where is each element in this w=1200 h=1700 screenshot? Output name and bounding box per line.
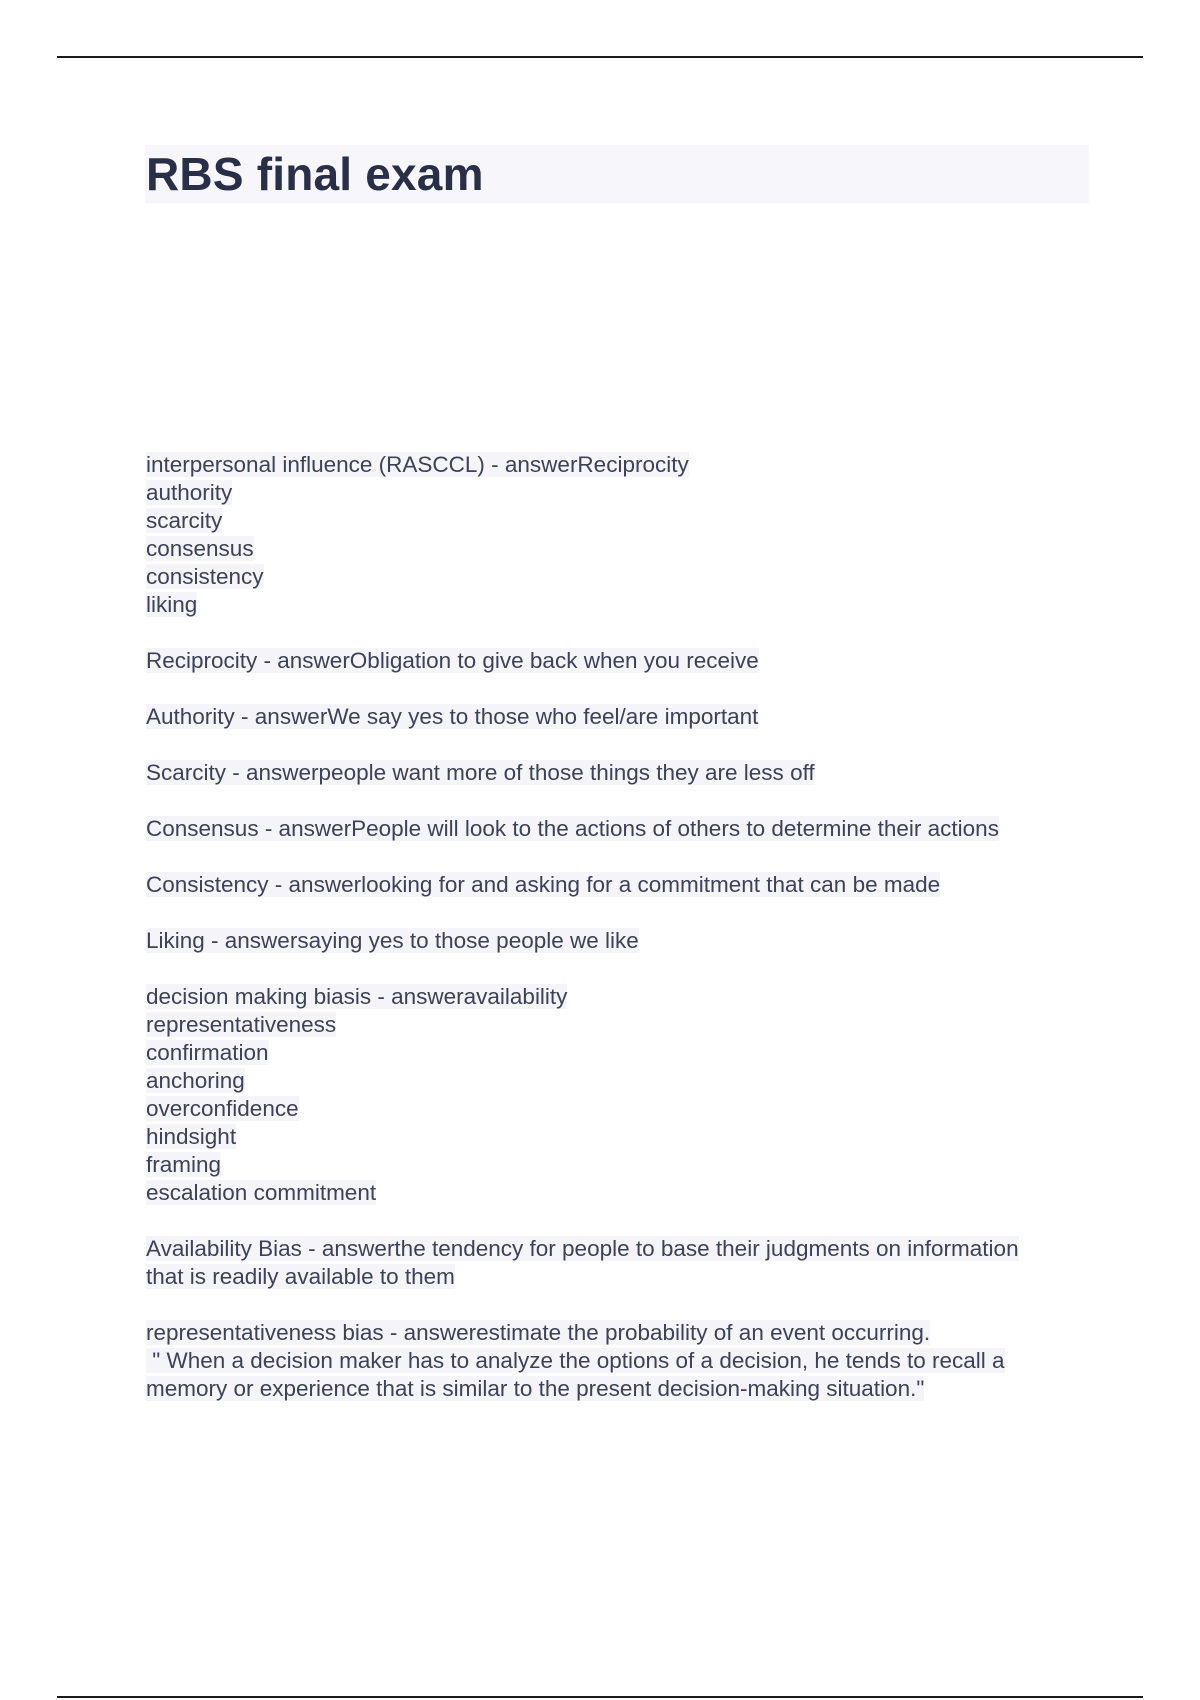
entry-line: authority bbox=[146, 480, 233, 505]
flashcard-list bbox=[146, 451, 1096, 1431]
entry-reciprocity bbox=[146, 647, 1096, 675]
entry-line: representativeness bbox=[146, 1012, 337, 1037]
entry-line: that is readily available to them bbox=[146, 1264, 455, 1289]
entry-line: liking bbox=[146, 592, 198, 617]
entry-line: consistency bbox=[146, 564, 264, 589]
entry-line: anchoring bbox=[146, 1068, 245, 1093]
top-divider bbox=[57, 56, 1143, 58]
entry-line: " When a decision maker has to analyze the options of a decision, he tends to recall a bbox=[146, 1348, 1005, 1373]
entry-line: Availability Bias - answerthe tendency for people to base their judgments on information bbox=[146, 1236, 1019, 1261]
entry-line: Liking - answersaying yes to those people we like bbox=[146, 928, 639, 953]
entry-availability-bias bbox=[146, 1235, 1096, 1291]
entry-line: decision making biasis - answeravailability bbox=[146, 984, 568, 1009]
entry-line: overconfidence bbox=[146, 1096, 299, 1121]
entry-liking bbox=[146, 927, 1096, 955]
entry-line: Consistency - answerlooking for and asking for a commitment that can be made bbox=[146, 872, 941, 897]
entry-line: Consensus - answerPeople will look to the actions of others to determine their actions bbox=[146, 816, 999, 841]
entry-line: confirmation bbox=[146, 1040, 269, 1065]
entry-representativeness-bias bbox=[146, 1319, 1096, 1403]
entry-line: Reciprocity - answerObligation to give back when you receive bbox=[146, 648, 759, 673]
document-title: RBS final exam bbox=[146, 148, 484, 200]
entry-line: Scarcity - answerpeople want more of those things they are less off bbox=[146, 760, 815, 785]
entry-decision-making-biases bbox=[146, 983, 1096, 1207]
entry-authority bbox=[146, 703, 1096, 731]
entry-consistency bbox=[146, 871, 1096, 899]
entry-line: Authority - answerWe say yes to those who feel/are important bbox=[146, 704, 759, 729]
entry-interpersonal-influence bbox=[146, 451, 1096, 619]
entry-line: representativeness bias - answerestimate the probability of an event occurring. bbox=[146, 1320, 931, 1345]
entry-line: memory or experience that is similar to the present decision-making situation." bbox=[146, 1376, 925, 1401]
entry-line: consensus bbox=[146, 536, 254, 561]
entry-line: hindsight bbox=[146, 1124, 237, 1149]
entry-line: scarcity bbox=[146, 508, 223, 533]
entry-line: framing bbox=[146, 1152, 222, 1177]
entry-consensus bbox=[146, 815, 1096, 843]
entry-scarcity bbox=[146, 759, 1096, 787]
bottom-divider bbox=[57, 1696, 1143, 1698]
entry-line: escalation commitment bbox=[146, 1180, 377, 1205]
entry-line: interpersonal influence (RASCCL) - answerReciprocity bbox=[146, 452, 689, 477]
